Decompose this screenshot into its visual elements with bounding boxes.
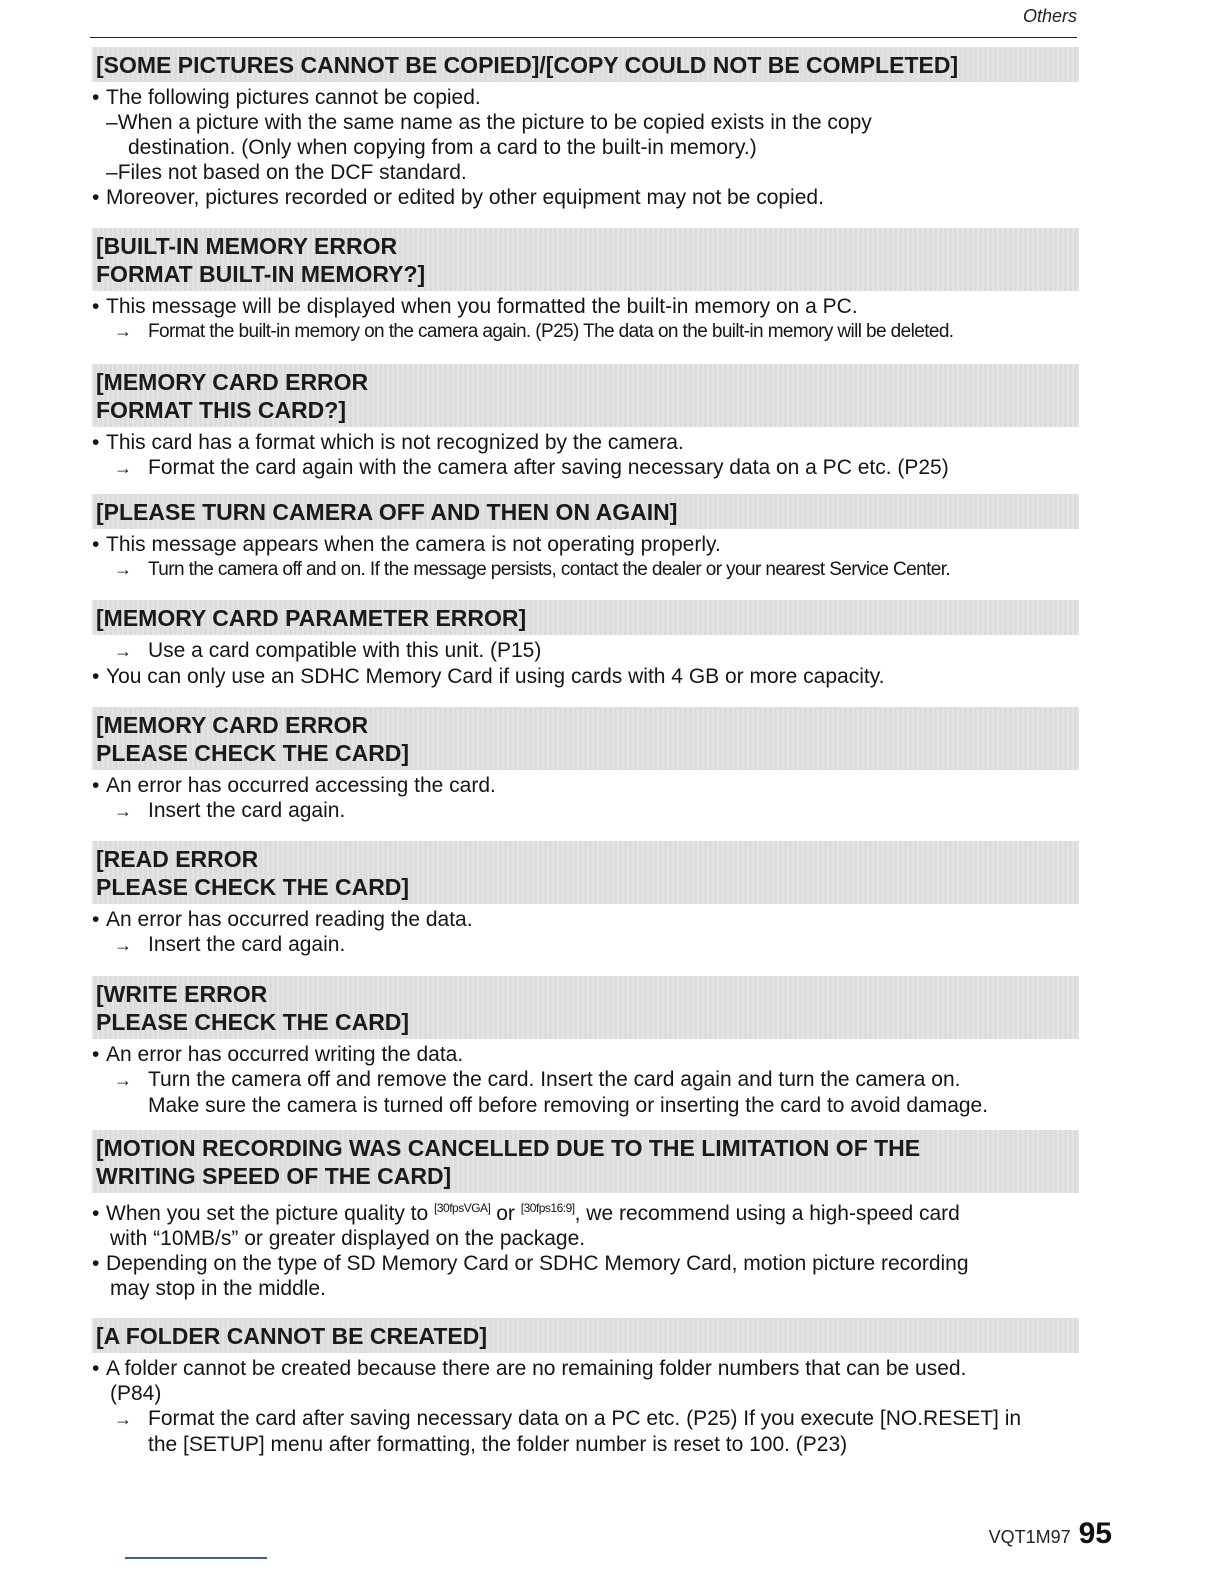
- bullet-item: [92, 1196, 1079, 1226]
- bullet-item: • This card has a format which is not recognized by the camera.: [92, 430, 1079, 455]
- message-section: [92, 1130, 1079, 1301]
- remedy-step: → Turn the camera off and remove the card. Insert the card again and turn the camera on.: [92, 1067, 1079, 1093]
- footer-link-line[interactable]: [125, 1557, 267, 1559]
- heading-line: PLEASE CHECK THE CARD]: [96, 1009, 410, 1035]
- page-footer: [989, 1517, 1112, 1551]
- text-run: or: [490, 1202, 521, 1225]
- message-section: [92, 976, 1079, 1118]
- remedy-step: → Format the card again with the camera after saving necessary data on a PC etc. (P25): [92, 455, 1079, 481]
- heading-line: [A FOLDER CANNOT BE CREATED]: [96, 1323, 487, 1349]
- message-section: [92, 600, 1079, 689]
- remedy-step: → Insert the card again.: [92, 798, 1079, 824]
- heading-line: FORMAT BUILT-IN MEMORY?]: [96, 261, 426, 287]
- continuation-line: with “10MB/s” or greater displayed on the package.: [110, 1227, 586, 1250]
- remedy-step: → Format the card after saving necessary data on a PC etc. (P25) If you execute [NO.RESET] in: [92, 1406, 1079, 1432]
- heading-line: FORMAT THIS CARD?]: [96, 397, 346, 423]
- message-section: [92, 1318, 1079, 1457]
- quality-icon: [30fpsVGA]: [434, 1201, 491, 1215]
- bullet-item: • This message will be displayed when you formatted the built-in memory on a PC.: [92, 294, 1079, 319]
- message-section: [92, 494, 1079, 582]
- bullet-item: • An error has occurred accessing the card.: [92, 773, 1079, 798]
- bullet-item: • This message appears when the camera is not operating properly.: [92, 532, 1079, 557]
- continuation-line: Make sure the camera is turned off before removing or inserting the card to avoid damage.: [148, 1094, 989, 1117]
- heading-line: WRITING SPEED OF THE CARD]: [96, 1163, 452, 1189]
- text-run: , we recommend using a high-speed card: [574, 1202, 960, 1225]
- document-code: VQT1M97: [988, 1527, 1071, 1547]
- continuation-line: (P84): [110, 1382, 162, 1405]
- remedy-step: → Turn the camera off and on. If the message persists, contact the dealer or your nearest Service Center.: [92, 557, 1079, 582]
- message-section: [92, 364, 1079, 481]
- heading-line: [MEMORY CARD PARAMETER ERROR]: [96, 605, 527, 631]
- heading-line: PLEASE CHECK THE CARD]: [96, 740, 410, 766]
- remedy-step: → Use a card compatible with this unit. (P15): [92, 638, 1079, 664]
- bullet-item: • You can only use an SDHC Memory Card if using cards with 4 GB or more capacity.: [92, 664, 1079, 689]
- quality-icon: [30fps16:9]: [520, 1201, 575, 1215]
- sub-item: – When a picture with the same name as the picture to be copied exists in the copy: [92, 110, 1079, 135]
- heading-line: [READ ERROR: [96, 846, 259, 872]
- bullet-item: • Depending on the type of SD Memory Card or SDHC Memory Card, motion picture recording: [92, 1251, 1079, 1276]
- continuation-line: may stop in the middle.: [110, 1277, 326, 1300]
- message-section: [92, 47, 1079, 210]
- header-rule: [90, 37, 1077, 38]
- message-section: [92, 707, 1079, 824]
- heading-line: [MEMORY CARD ERROR: [96, 712, 369, 738]
- heading-line: [SOME PICTURES CANNOT BE COPIED]/[COPY COULD NOT BE COMPLETED]: [96, 52, 959, 78]
- bullet-item: • An error has occurred reading the data.: [92, 907, 1079, 932]
- message-heading: [92, 1318, 1079, 1353]
- heading-line: [MEMORY CARD ERROR: [96, 369, 369, 395]
- heading-line: [WRITE ERROR: [96, 981, 268, 1007]
- bullet-item: • The following pictures cannot be copied.: [92, 85, 1079, 110]
- message-heading: [92, 228, 1079, 291]
- message-heading: [92, 841, 1079, 904]
- message-heading: [92, 707, 1079, 770]
- page-number: 95: [1078, 1517, 1112, 1550]
- continuation-line: the [SETUP] menu after formatting, the folder number is reset to 100. (P23): [148, 1433, 848, 1456]
- text-run: When you set the picture quality to: [106, 1202, 435, 1225]
- message-heading: [92, 494, 1079, 529]
- message-heading: [92, 364, 1079, 427]
- running-header: Others: [1022, 6, 1077, 26]
- heading-line: [PLEASE TURN CAMERA OFF AND THEN ON AGAIN]: [96, 499, 678, 525]
- bullet-item: • An error has occurred writing the data.: [92, 1042, 1079, 1067]
- remedy-step: → Insert the card again.: [92, 932, 1079, 958]
- heading-line: [MOTION RECORDING WAS CANCELLED DUE TO THE LIMITATION OF THE: [96, 1135, 921, 1161]
- continuation-line: destination. (Only when copying from a card to the built-in memory.): [128, 136, 757, 159]
- bullet-item: • A folder cannot be created because there are no remaining folder numbers that can be used.: [92, 1356, 1079, 1381]
- message-heading: [92, 976, 1079, 1039]
- heading-line: PLEASE CHECK THE CARD]: [96, 874, 410, 900]
- heading-line: [BUILT-IN MEMORY ERROR: [96, 233, 398, 259]
- message-heading: [92, 47, 1079, 82]
- remedy-step: → Format the built-in memory on the camera again. (P25) The data on the built-in memory will be deleted.: [92, 319, 1079, 344]
- bullet-item: • Moreover, pictures recorded or edited by other equipment may not be copied.: [92, 185, 1079, 210]
- sub-item: – Files not based on the DCF standard.: [92, 160, 1079, 185]
- message-heading: [92, 1130, 1079, 1193]
- message-heading: [92, 600, 1079, 635]
- message-section: [92, 228, 1079, 344]
- message-section: [92, 841, 1079, 958]
